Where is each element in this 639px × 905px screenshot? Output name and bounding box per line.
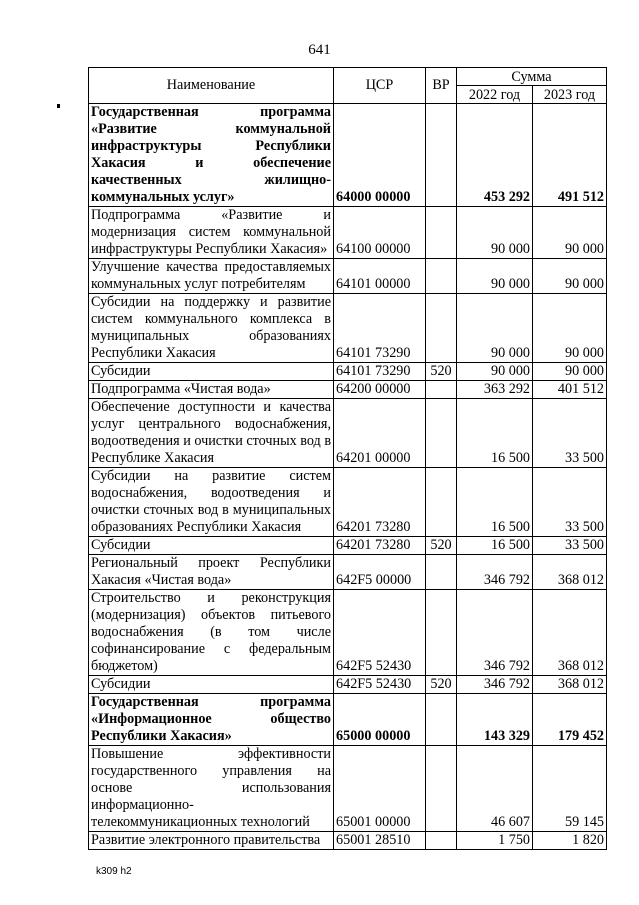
row-name: Улучшение качества предоставляемых коммунальных услуг потребителям	[89, 259, 334, 294]
row-amount-2022: 16 500	[457, 399, 533, 468]
row-amount-2022: 90 000	[457, 259, 533, 294]
row-name: Государственная программа «Развитие коммунальной инфраструктуры Республики Хакасия и обеспечение качественных жилищно-коммунальных услуг»	[89, 104, 334, 207]
budget-table	[88, 67, 607, 850]
table-row	[89, 555, 607, 590]
row-vr: 520	[426, 537, 457, 555]
row-amount-2022: 453 292	[457, 104, 533, 207]
table-row	[89, 294, 607, 363]
row-name: Повышение эффективности государственного управления на основе использования информационно-телекоммуникационных технологий	[89, 746, 334, 832]
row-vr	[426, 555, 457, 590]
row-vr	[426, 694, 457, 746]
row-csr: 65000 00000	[334, 694, 426, 746]
row-amount-2023: 59 145	[533, 746, 607, 832]
table-row	[89, 207, 607, 259]
row-vr	[426, 259, 457, 294]
row-csr: 65001 00000	[334, 746, 426, 832]
row-name: Субсидии на поддержку и развитие систем коммунального комплекса в муниципальных образованиях Республики Хакасия	[89, 294, 334, 363]
table-row	[89, 104, 607, 207]
row-amount-2023: 90 000	[533, 259, 607, 294]
header-year-2023: 2023 год	[533, 86, 607, 104]
row-amount-2022: 16 500	[457, 537, 533, 555]
row-amount-2023: 33 500	[533, 537, 607, 555]
header-sum: Сумма	[457, 68, 607, 86]
row-amount-2023: 368 012	[533, 590, 607, 676]
header-name: Наименование	[89, 68, 334, 104]
row-vr	[426, 207, 457, 259]
row-csr: 64201 73280	[334, 468, 426, 537]
row-amount-2022: 90 000	[457, 294, 533, 363]
page-number: 641	[308, 42, 331, 58]
row-csr: 65001 28510	[334, 832, 426, 850]
row-csr: 64101 73290	[334, 294, 426, 363]
row-name: Подпрограмма «Развитие и модернизация систем коммунальной инфраструктуры Республики Хакасия»	[89, 207, 334, 259]
table-row	[89, 537, 607, 555]
row-vr	[426, 399, 457, 468]
row-vr	[426, 832, 457, 850]
row-name: Субсидии	[89, 363, 334, 381]
row-vr: 520	[426, 363, 457, 381]
row-amount-2023: 491 512	[533, 104, 607, 207]
row-name: Развитие электронного правительства	[89, 832, 334, 850]
table-row	[89, 694, 607, 746]
header-csr: ЦСР	[334, 68, 426, 104]
table-row	[89, 676, 607, 694]
row-csr: 64101 00000	[334, 259, 426, 294]
row-amount-2023: 401 512	[533, 381, 607, 399]
row-name: Субсидии	[89, 676, 334, 694]
row-name: Государственная программа «Информационное общество Республики Хакасия»	[89, 694, 334, 746]
row-vr	[426, 590, 457, 676]
table-body	[89, 104, 607, 850]
row-amount-2023: 33 500	[533, 468, 607, 537]
row-amount-2023: 368 012	[533, 555, 607, 590]
row-amount-2022: 346 792	[457, 676, 533, 694]
row-amount-2022: 90 000	[457, 207, 533, 259]
row-amount-2022: 143 329	[457, 694, 533, 746]
row-vr	[426, 381, 457, 399]
row-csr: 64100 00000	[334, 207, 426, 259]
row-csr: 64201 00000	[334, 399, 426, 468]
row-amount-2023: 179 452	[533, 694, 607, 746]
row-name: Региональный проект Республики Хакасия «Чистая вода»	[89, 555, 334, 590]
row-vr	[426, 746, 457, 832]
row-amount-2023: 90 000	[533, 294, 607, 363]
row-vr	[426, 294, 457, 363]
row-name: Субсидии на развитие систем водоснабжения, водоотведения и очистки сточных вод в муниципальных образованиях Республики Хакасия	[89, 468, 334, 537]
row-amount-2022: 1 750	[457, 832, 533, 850]
row-amount-2022: 363 292	[457, 381, 533, 399]
row-amount-2023: 90 000	[533, 207, 607, 259]
row-csr: 642F5 00000	[334, 555, 426, 590]
row-amount-2023: 368 012	[533, 676, 607, 694]
table-row	[89, 381, 607, 399]
row-amount-2023: 90 000	[533, 363, 607, 381]
table-row	[89, 399, 607, 468]
row-csr: 64200 00000	[334, 381, 426, 399]
row-csr: 64201 73280	[334, 537, 426, 555]
row-amount-2022: 346 792	[457, 590, 533, 676]
row-csr: 64000 00000	[334, 104, 426, 207]
table-row	[89, 590, 607, 676]
row-vr	[426, 468, 457, 537]
row-amount-2023: 1 820	[533, 832, 607, 850]
row-csr: 642F5 52430	[334, 676, 426, 694]
row-csr: 64101 73290	[334, 363, 426, 381]
row-csr: 642F5 52430	[334, 590, 426, 676]
row-amount-2022: 46 607	[457, 746, 533, 832]
table-row	[89, 746, 607, 832]
row-name: Строительство и реконструкция (модернизация) объектов питьевого водоснабжения (в том числе софинансирование с федеральным бюджетом)	[89, 590, 334, 676]
row-vr	[426, 104, 457, 207]
table-row	[89, 363, 607, 381]
margin-mark	[57, 104, 60, 108]
header-vr: ВР	[426, 68, 457, 104]
row-amount-2022: 346 792	[457, 555, 533, 590]
table-row	[89, 468, 607, 537]
row-name: Обеспечение доступности и качества услуг центрального водоснабжения, водоотведения и очистки сточных вод в Республике Хакасия	[89, 399, 334, 468]
row-vr: 520	[426, 676, 457, 694]
table-row	[89, 832, 607, 850]
footer-code: k309 h2	[96, 866, 132, 877]
row-amount-2022: 90 000	[457, 363, 533, 381]
header-year-2022: 2022 год	[457, 86, 533, 104]
row-name: Подпрограмма «Чистая вода»	[89, 381, 334, 399]
row-amount-2023: 33 500	[533, 399, 607, 468]
row-name: Субсидии	[89, 537, 334, 555]
table-row	[89, 259, 607, 294]
row-amount-2022: 16 500	[457, 468, 533, 537]
